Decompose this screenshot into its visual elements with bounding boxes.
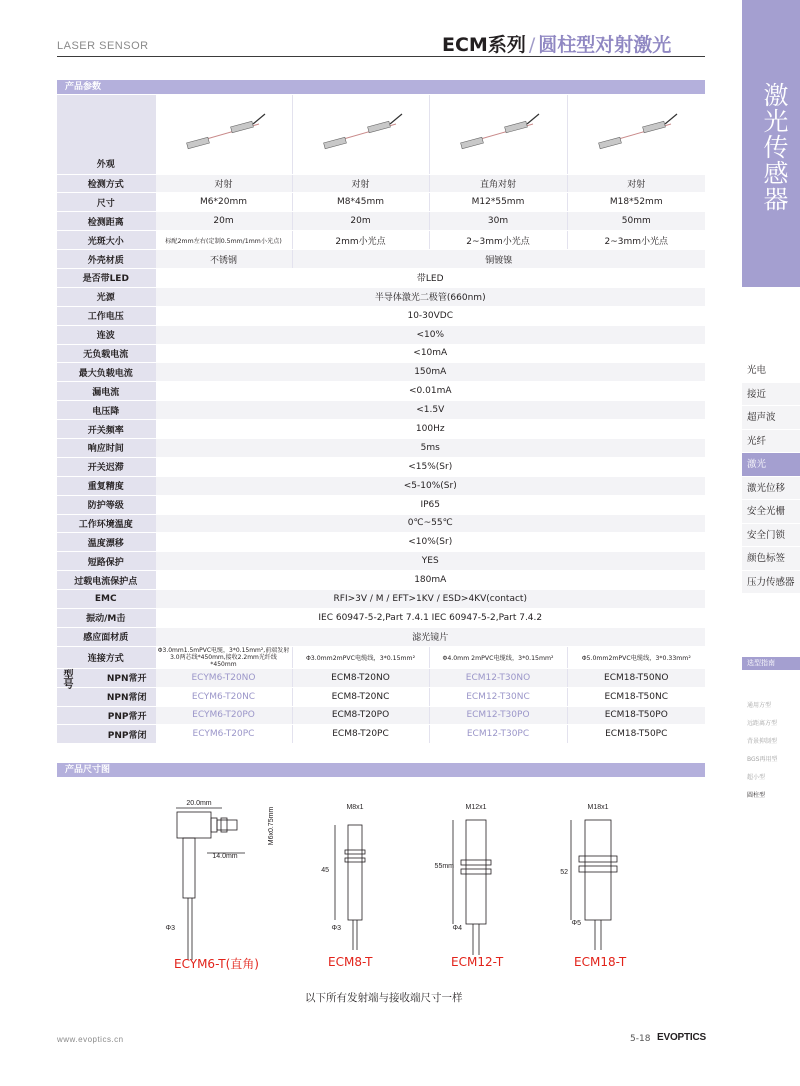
spec-value: <15%(Sr)	[155, 457, 705, 476]
spec-row	[57, 571, 705, 590]
spec-value: 20m	[292, 212, 429, 231]
caption-ecm18: ECM18-T	[574, 955, 627, 969]
side-nav-item[interactable]: 颜色标签	[742, 547, 800, 571]
spec-label: EMC	[57, 590, 155, 609]
drawing-ecm18	[560, 804, 617, 950]
spec-value: 150mA	[155, 363, 705, 382]
model-code: ECYM6-T20NC	[155, 687, 292, 706]
dimension-note: 以下所有发射端与接收端尺寸一样	[305, 992, 463, 1004]
page-number: 5-18	[630, 1034, 651, 1044]
ecm12-body	[466, 820, 486, 924]
m12-thread-label: M12x1	[465, 804, 487, 811]
side-nav	[742, 359, 800, 594]
spec-value: 滤光镜片	[155, 627, 705, 646]
ecm12-nut2	[461, 869, 491, 874]
ecym6-nut1	[211, 818, 217, 832]
spec-row	[57, 476, 705, 495]
spec-label: 振动/M击	[57, 608, 155, 627]
caption-ecym6: ECYM6-T(直角)	[174, 957, 259, 971]
spec-value: 50mm	[567, 212, 705, 231]
spec-label: 检测距离	[57, 212, 155, 231]
spec-label: 开关频率	[57, 420, 155, 439]
product-photo	[155, 95, 292, 174]
spec-value: 5ms	[155, 438, 705, 457]
spec-row	[57, 533, 705, 552]
spec-row	[57, 514, 705, 533]
spec-label: 工作电压	[57, 306, 155, 325]
m8-length-label: 45	[321, 867, 329, 874]
model-code: ECM18-T50PC	[567, 725, 705, 744]
spec-value: M18*52mm	[567, 193, 705, 212]
dimension-drawings	[57, 780, 705, 980]
model-code: ECM8-T20PC	[292, 725, 429, 744]
side-nav-item[interactable]: 安全门锁	[742, 524, 800, 548]
header-rule	[57, 56, 705, 57]
side-subnav-item[interactable]: 背景抑制型	[747, 738, 778, 745]
spec-label: 防护等级	[57, 495, 155, 514]
spec-value: 铜镀镍	[292, 250, 705, 269]
side-nav-item[interactable]: 激光位移	[742, 477, 800, 501]
side-subnav-item[interactable]: 通用方型	[747, 702, 772, 709]
product-photo	[429, 95, 567, 174]
spec-label: 尺寸	[57, 193, 155, 212]
caption-ecm12: ECM12-T	[451, 955, 504, 969]
spec-value: 20m	[155, 212, 292, 231]
model-label: NPN常闭	[57, 687, 155, 706]
side-nav-item[interactable]: 超声波	[742, 406, 800, 430]
section-params-header: 产品参数	[57, 80, 705, 94]
spec-row	[57, 174, 705, 193]
model-label-text: NPN常开	[106, 674, 147, 685]
model-code: ECM8-T20NC	[292, 687, 429, 706]
spec-label: 外观	[57, 95, 155, 174]
spec-label: 过载电流保护点	[57, 571, 155, 590]
spec-row	[57, 401, 705, 420]
spec-value: 180mA	[155, 571, 705, 590]
side-nav-item[interactable]: 激光	[742, 453, 800, 477]
model-code: ECM18-T50NC	[567, 687, 705, 706]
spec-value: 直角对射	[429, 174, 567, 193]
spec-label: 是否带LED	[57, 268, 155, 287]
dim-text-20mm: 20.0mm	[186, 800, 212, 807]
product-image-icon	[453, 106, 543, 156]
product-image-icon	[316, 106, 406, 156]
product-image-icon	[179, 106, 269, 156]
spec-row	[57, 212, 705, 231]
spec-value: Φ3.0mm1.5mPVC电缆，3*0.15mm²,前端发射3.0两芯线*450mm,接收2.2mm光纤线*450mm	[155, 646, 292, 668]
spec-value: 2~3mm小光点	[429, 231, 567, 250]
dim-text-14mm: 14.0mm	[212, 853, 238, 860]
spec-label: 重复精度	[57, 476, 155, 495]
spec-label: 温度漂移	[57, 533, 155, 552]
drawing-ecym6	[166, 800, 275, 960]
spec-label: 感应面材质	[57, 627, 155, 646]
spec-label: 光源	[57, 287, 155, 306]
spec-row	[57, 287, 705, 306]
m18-thread-label: M18x1	[587, 804, 609, 811]
section-dimensions-header: 产品尺寸图	[57, 763, 705, 777]
side-nav-item[interactable]: 光电	[742, 359, 800, 383]
model-code: ECM8-T20PO	[292, 706, 429, 725]
spec-label: 连波	[57, 325, 155, 344]
side-subnav-item[interactable]: 圆柱型	[747, 792, 766, 799]
product-photo	[292, 95, 429, 174]
spec-table	[57, 95, 705, 744]
spec-value: Φ3.0mm2mPVC电缆线，3*0.15mm²	[292, 646, 429, 668]
spec-row	[57, 495, 705, 514]
model-label	[57, 668, 155, 687]
spec-value: IEC 60947-5-2,Part 7.4.1 IEC 60947-5-2,Part 7.4.2	[155, 608, 705, 627]
ecym6-body	[183, 838, 195, 898]
m12-length-label: 55mm	[434, 863, 454, 870]
spec-row	[57, 420, 705, 439]
spec-label: 无负载电流	[57, 344, 155, 363]
model-code: ECYM6-T20PO	[155, 706, 292, 725]
footer-logo: EVOPTICS	[657, 1032, 706, 1043]
spec-label: 外壳材质	[57, 250, 155, 269]
title-slash: /	[528, 34, 536, 56]
model-code: ECM12-T30NC	[429, 687, 567, 706]
side-subnav-item[interactable]: 超小型	[747, 774, 766, 781]
m18-cable-label: Φ5	[571, 920, 581, 927]
spec-label: 光斑大小	[57, 231, 155, 250]
spec-row	[57, 306, 705, 325]
ecm8-body	[348, 825, 362, 920]
drawing-ecm8	[321, 804, 365, 950]
spec-label: 检测方式	[57, 174, 155, 193]
side-nav-item[interactable]: 光纤	[742, 430, 800, 454]
page-title	[442, 30, 671, 57]
spec-value: <10mA	[155, 344, 705, 363]
product-photo	[567, 95, 705, 174]
spec-value: RFI>3V / M / EFT>1KV / ESD>4KV(contact)	[155, 590, 705, 609]
model-code: ECYM6-T20NO	[155, 668, 292, 687]
dim-text-phi3: Φ3	[165, 925, 175, 932]
model-code: ECM12-T30PO	[429, 706, 567, 725]
spec-row	[57, 193, 705, 212]
title-sub: 圆柱型对射激光	[538, 34, 672, 56]
spec-row	[57, 231, 705, 250]
spec-value: 带LED	[155, 268, 705, 287]
spec-row	[57, 344, 705, 363]
spec-value: 2mm小光点	[292, 231, 429, 250]
spec-label: 开关迟滞	[57, 457, 155, 476]
model-row	[57, 706, 705, 725]
model-code: ECM12-T30NO	[429, 668, 567, 687]
model-code: ECYM6-T20PC	[155, 725, 292, 744]
spec-value: <10%	[155, 325, 705, 344]
spec-value: Φ5.0mm2mPVC电缆线，3*0.33mm²	[567, 646, 705, 668]
spec-label: 短路保护	[57, 552, 155, 571]
caption-ecm8: ECM8-T	[328, 955, 373, 969]
model-code: ECM12-T30PC	[429, 725, 567, 744]
model-group-label: 型号	[61, 668, 72, 689]
m8-cable-label: Φ3	[331, 925, 341, 932]
spec-value: YES	[155, 552, 705, 571]
spec-value: 标配2mm左右(定制0.5mm/1mm小光点)	[155, 231, 292, 250]
spec-value: 30m	[429, 212, 567, 231]
spec-label: 漏电流	[57, 382, 155, 401]
spec-value: <10%(Sr)	[155, 533, 705, 552]
spec-label: 最大负载电流	[57, 363, 155, 382]
spec-value: <1.5V	[155, 401, 705, 420]
spec-row	[57, 325, 705, 344]
ecm18-body	[585, 820, 611, 920]
model-row	[57, 725, 705, 744]
spec-row	[57, 363, 705, 382]
side-nav-item[interactable]: 压力传感器	[742, 571, 800, 595]
spec-value: <0.01mA	[155, 382, 705, 401]
spec-row	[57, 608, 705, 627]
spec-value: <5-10%(Sr)	[155, 476, 705, 495]
model-label: PNP常闭	[57, 725, 155, 744]
side-nav-item[interactable]: 安全光栅	[742, 500, 800, 524]
spec-value: M12*55mm	[429, 193, 567, 212]
spec-value: 100Hz	[155, 420, 705, 439]
footer-url[interactable]: www.evoptics.cn	[57, 1035, 124, 1044]
spec-row	[57, 250, 705, 269]
selection-guide-header: 选型指南	[742, 657, 800, 670]
side-subnav-item[interactable]: 远距离方型	[747, 720, 778, 727]
brand-label: LASER SENSOR	[57, 40, 149, 52]
ecm12-nut1	[461, 860, 491, 865]
spec-row	[57, 95, 705, 174]
model-code: ECM8-T20NO	[292, 668, 429, 687]
spec-label: 响应时间	[57, 438, 155, 457]
spec-value: 不锈钢	[155, 250, 292, 269]
spec-row	[57, 627, 705, 646]
spec-value: 半导体激光二极管(660nm)	[155, 287, 705, 306]
side-subnav-item[interactable]: BGS再用型	[747, 756, 778, 763]
spec-row	[57, 646, 705, 668]
spec-row	[57, 382, 705, 401]
drawing-ecm12	[435, 804, 491, 955]
spec-value: 0℃~55℃	[155, 514, 705, 533]
m18-length-label: 52	[560, 869, 568, 876]
spec-value: IP65	[155, 495, 705, 514]
spec-value: M8*45mm	[292, 193, 429, 212]
spec-value: 对射	[155, 174, 292, 193]
spec-value: 10-30VDC	[155, 306, 705, 325]
side-category-label: 激光传感器	[760, 82, 789, 212]
model-row	[57, 668, 705, 687]
spec-value: 对射	[567, 174, 705, 193]
model-label: PNP常开	[57, 706, 155, 725]
spec-row	[57, 457, 705, 476]
spec-label: 工作环境温度	[57, 514, 155, 533]
ecym6-head	[177, 812, 211, 838]
spec-row	[57, 590, 705, 609]
spec-label: 电压降	[57, 401, 155, 420]
side-nav-item[interactable]: 接近	[742, 383, 800, 407]
spec-value: Φ4.0mm 2mPVC电缆线，3*0.15mm²	[429, 646, 567, 668]
product-image-icon	[591, 106, 681, 156]
spec-value: 2~3mm小光点	[567, 231, 705, 250]
spec-value: M6*20mm	[155, 193, 292, 212]
spec-row	[57, 268, 705, 287]
m8-thread-label: M8x1	[346, 804, 364, 811]
spec-label: 连接方式	[57, 646, 155, 668]
side-subnav	[742, 697, 800, 805]
model-row	[57, 687, 705, 706]
title-main: ECM系列	[442, 34, 526, 56]
spec-row	[57, 438, 705, 457]
dim-text-thread: M6x0.75mm	[268, 806, 275, 846]
m12-cable-label: Φ4	[452, 925, 462, 932]
spec-value: 对射	[292, 174, 429, 193]
model-code: ECM18-T50PO	[567, 706, 705, 725]
spec-row	[57, 552, 705, 571]
model-code: ECM18-T50NO	[567, 668, 705, 687]
